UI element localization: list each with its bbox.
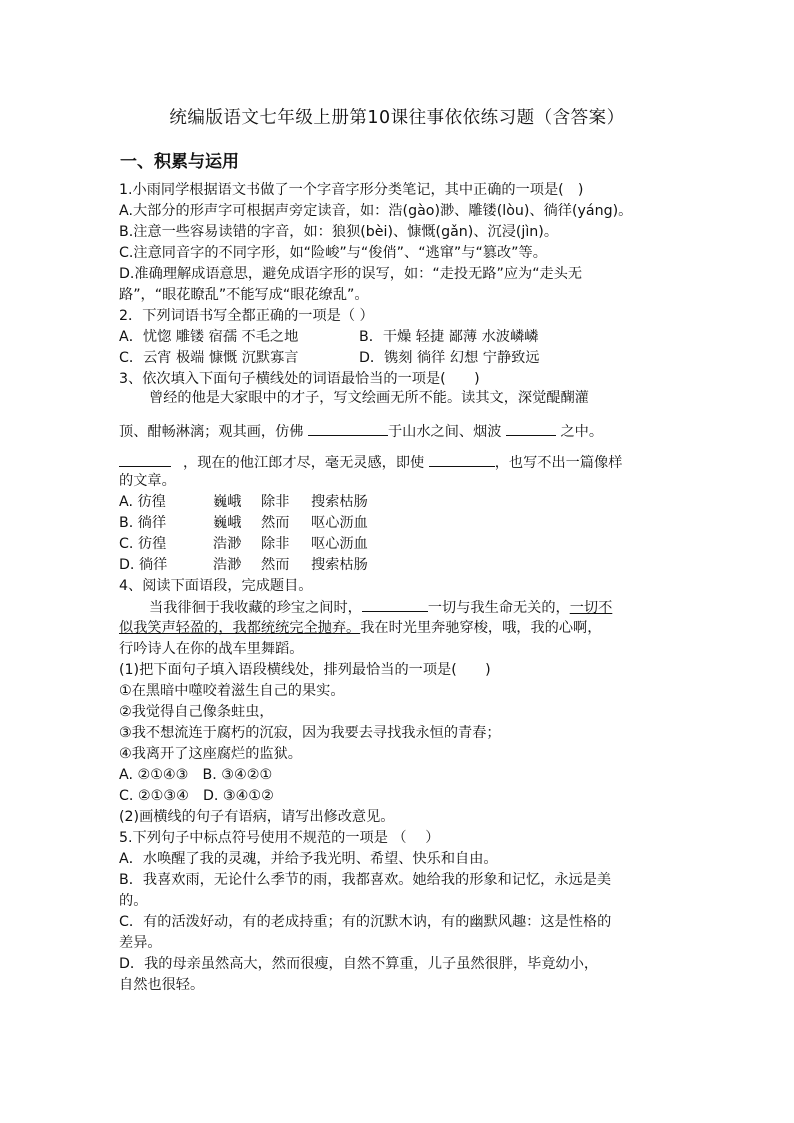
q2-options-row1 — [119, 327, 679, 348]
q4-passage-line2: 似我笑声轻盈的，我都统统完全抛弃。我在时光里奔驰穿梭，哦，我的心啊， — [119, 620, 602, 636]
underlined-sentence: 似我笑声轻盈的，我都统统完全抛弃。 — [119, 620, 361, 636]
q3-passage-line1: 曾经的他是大家眼中的才子，写文绘画无所不能。读其文，深觉醍醐灌 — [149, 390, 589, 406]
q3-passage-text: ，也写不出一篇像样 — [494, 455, 623, 471]
q4-options-row2: C. ②①③④ D. ③④①② — [119, 788, 274, 804]
fill-blank[interactable] — [429, 452, 495, 467]
q5-option-c-line2: 差异。 — [119, 935, 162, 951]
q5-option-b-line1: B．我喜欢雨，无论什么季节的雨，我都喜欢。她给我的形象和记忆，永远是美 — [119, 872, 612, 888]
q5-stem: 5.下列句子中标点符号使用不规范的一项是 （ ） — [119, 830, 440, 846]
q4-item-1: ①在黑暗中噬咬着滋生自己的果实。 — [119, 683, 345, 699]
q3-option-a: A. 彷徨 巍峨 除非 搜索枯肠 — [119, 494, 368, 510]
underlined-sentence: 一切不 — [569, 600, 613, 616]
q2-option-d: D．镌刻 徜徉 幻想 宁静致远 — [359, 350, 540, 366]
q2-option-b: B．干燥 轻捷 鄙薄 水波嶙嶙 — [359, 329, 539, 345]
document-title: 统编版语文七年级上册第10课往事依依练习题（含答案） — [169, 108, 625, 128]
q3-option-b: B. 徜徉 巍峨 然而 呕心沥血 — [119, 515, 368, 531]
q3-passage-text: 顶、酣畅淋漓；观其画，仿佛 — [119, 424, 308, 440]
fill-blank[interactable] — [119, 452, 171, 467]
q3-passage-line4: 的文章。 — [119, 473, 176, 489]
q4-item-2: ②我觉得自己像条蛀虫， — [119, 704, 274, 720]
q1-option-d-line2: 路”，“眼花瞭乱”不能写成“眼花缭乱”。 — [119, 287, 369, 303]
q5-option-a: A．水唤醒了我的灵魂，并给予我光明、希望、快乐和自由。 — [119, 851, 498, 867]
q4-options-row1: A. ②①④③ B. ③④②① — [119, 767, 273, 783]
q2-option-a: A．忧惚 雕镂 宿孺 不毛之地 — [119, 329, 299, 345]
q4-item-3: ③我不想流连于腐朽的沉寂，因为我要去寻找我永恒的青春； — [119, 725, 501, 741]
q3-option-c: C. 彷徨 浩渺 除非 呕心沥血 — [119, 536, 368, 552]
q3-passage-text: ，现在的他江郎才尽，毫无灵感，即使 — [183, 455, 429, 471]
q1-stem: 1.小雨同学根据语文书做了一个字音字形分类笔记，其中正确的一项是( ) — [119, 182, 584, 198]
q4-stem: 4、阅读下面语段，完成题目。 — [119, 578, 313, 594]
q1-option-b: B.注意一些容易读错的字音，如：狼狈(bèi)、慷慨(gǎn)、沉浸(jìn)。 — [119, 224, 559, 240]
q4-passage-line3: 行吟诗人在你的战车里舞蹈。 — [119, 641, 304, 657]
q5-option-c-line1: C．有的活泼好动，有的老成持重；有的沉默木讷，有的幽默风趣：这是性格的 — [119, 914, 612, 930]
q3-option-d: D. 徜徉 浩渺 然而 搜索枯肠 — [119, 557, 368, 573]
q2-stem: 2．下列词语书写全都正确的一项是（ ） — [119, 308, 374, 324]
q2-option-c: C．云宵 极端 慷慨 沉默寡言 — [119, 350, 299, 366]
q4-subquestion-2: (2)画横线的句子有语病，请写出修改意见。 — [119, 809, 395, 825]
q3-stem: 3、依次填入下面句子横线处的词语最恰当的一项是( ) — [119, 371, 480, 387]
fill-blank[interactable] — [506, 421, 556, 436]
q4-subquestion-1: (1)把下面句子填入语段横线处，排列最恰当的一项是( ) — [119, 662, 491, 678]
section-heading: 一、积累与运用 — [120, 152, 239, 172]
q1-option-d-line1: D.准确理解成语意思，避免成语字形的误写，如：“走投无路”应为“走头无 — [119, 266, 583, 282]
q3-passage-line2 — [119, 421, 679, 443]
q3-passage-text: 之中。 — [555, 424, 604, 440]
fill-blank[interactable] — [308, 421, 388, 436]
q1-option-a: A.大部分的形声字可根据声旁定读音，如：浩(gào)渺、雕镂(lòu)、徜徉(yáng)。 — [119, 203, 633, 219]
q2-options-row2 — [119, 348, 679, 369]
q5-option-b-line2: 的。 — [119, 893, 148, 909]
q3-passage-text: 于山水之间、烟波 — [387, 424, 506, 440]
q4-passage-line1: 当我徘徊于我收藏的珍宝之间时， 一切与我生命无关的，一切不 — [119, 597, 679, 619]
q5-option-d-line2: 自然也很轻。 — [119, 977, 205, 993]
q1-option-c: C.注意同音字的不同字形，如“险峻”与“俊俏”、“逃窜”与“篡改”等。 — [119, 245, 547, 261]
fill-blank[interactable] — [362, 597, 428, 612]
q4-item-4: ④我离开了这座腐烂的监狱。 — [119, 746, 302, 762]
q5-option-d-line1: D．我的母亲虽然高大，然而很瘦，自然不算重，儿子虽然很胖，毕竟幼小， — [119, 956, 599, 972]
